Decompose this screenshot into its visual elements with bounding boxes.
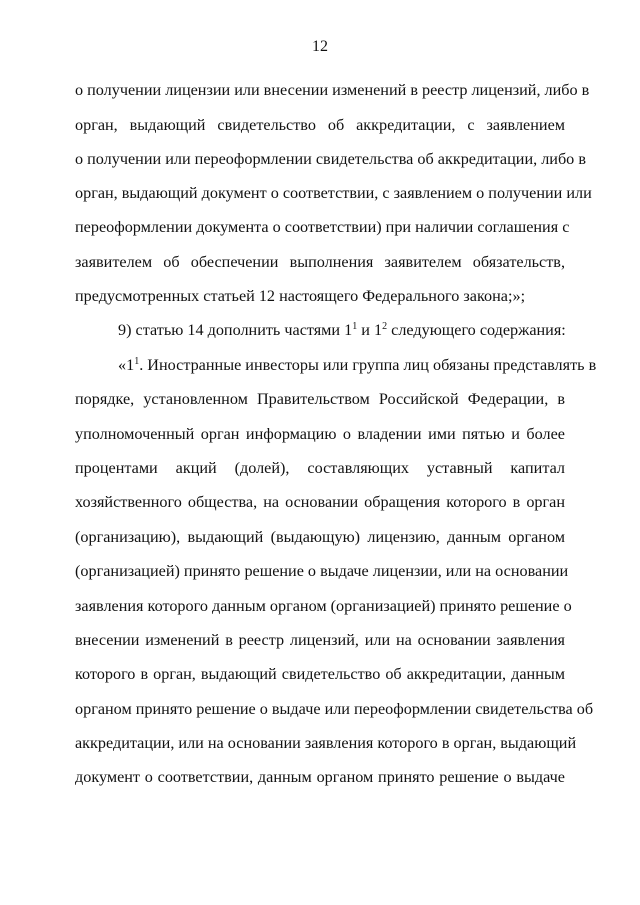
text-line: (организацией) принято решение о выдаче лицензии, или на основании: [75, 562, 569, 580]
text-line: порядке, установленном Правительством Российской Федерации, в: [75, 390, 565, 408]
text-line: (организацию), выдающий (выдающую) лицензию, данным органом: [75, 528, 565, 546]
text-line: аккредитации, или на основании заявления которого в орган, выдающий: [75, 734, 577, 752]
text-line: заявителем об обеспечении выполнения заявителем обязательств,: [75, 253, 565, 271]
page-number: 12: [312, 38, 328, 55]
text-line: хозяйственного общества, на основании обращения которого в орган: [75, 493, 565, 511]
text-line: внесении изменений в реестр лицензий, или на основании заявления: [75, 631, 565, 649]
text-line: процентами акций (долей), составляющих уставный капитал: [75, 459, 565, 477]
part-text: . Иностранные инвесторы или группа лиц обязаны представлять в: [139, 356, 597, 374]
item-9-heading: [118, 320, 565, 340]
item-9-suffix: следующего содержания:: [387, 321, 566, 339]
text-line: органом принято решение о выдаче или переоформлении свидетельства об: [75, 700, 594, 718]
text-line: заявления которого данным органом (организацией) принято решение о: [75, 597, 572, 615]
text-line: переоформлении документа о соответствии) при наличии соглашения с: [75, 218, 570, 236]
superscript: 2: [382, 321, 388, 332]
text-line: которого в орган, выдающий свидетельство об аккредитации, данным: [75, 665, 565, 683]
part-prefix: «1: [118, 356, 135, 374]
part-1-1-first-line: [118, 355, 597, 375]
superscript: 1: [134, 356, 140, 367]
text-line: орган, выдающий свидетельство об аккредитации, с заявлением: [75, 116, 565, 134]
text-line: уполномоченный орган информацию о владении ими пятью и более: [75, 425, 565, 443]
superscript: 1: [352, 321, 358, 332]
text-line: предусмотренных статьей 12 настоящего Федерального закона;»;: [75, 287, 526, 305]
text-line: о получении лицензии или внесении изменений в реестр лицензий, либо в: [75, 81, 590, 99]
item-9-mid: и 1: [357, 321, 383, 339]
text-line: о получении или переоформлении свидетельства об аккредитации, либо в: [75, 150, 586, 168]
item-9-prefix: 9) статью 14 дополнить частями 1: [118, 321, 353, 339]
text-line: орган, выдающий документ о соответствии, с заявлением о получении или: [75, 184, 592, 202]
text-line: документ о соответствии, данным органом принято решение о выдаче: [75, 768, 565, 786]
